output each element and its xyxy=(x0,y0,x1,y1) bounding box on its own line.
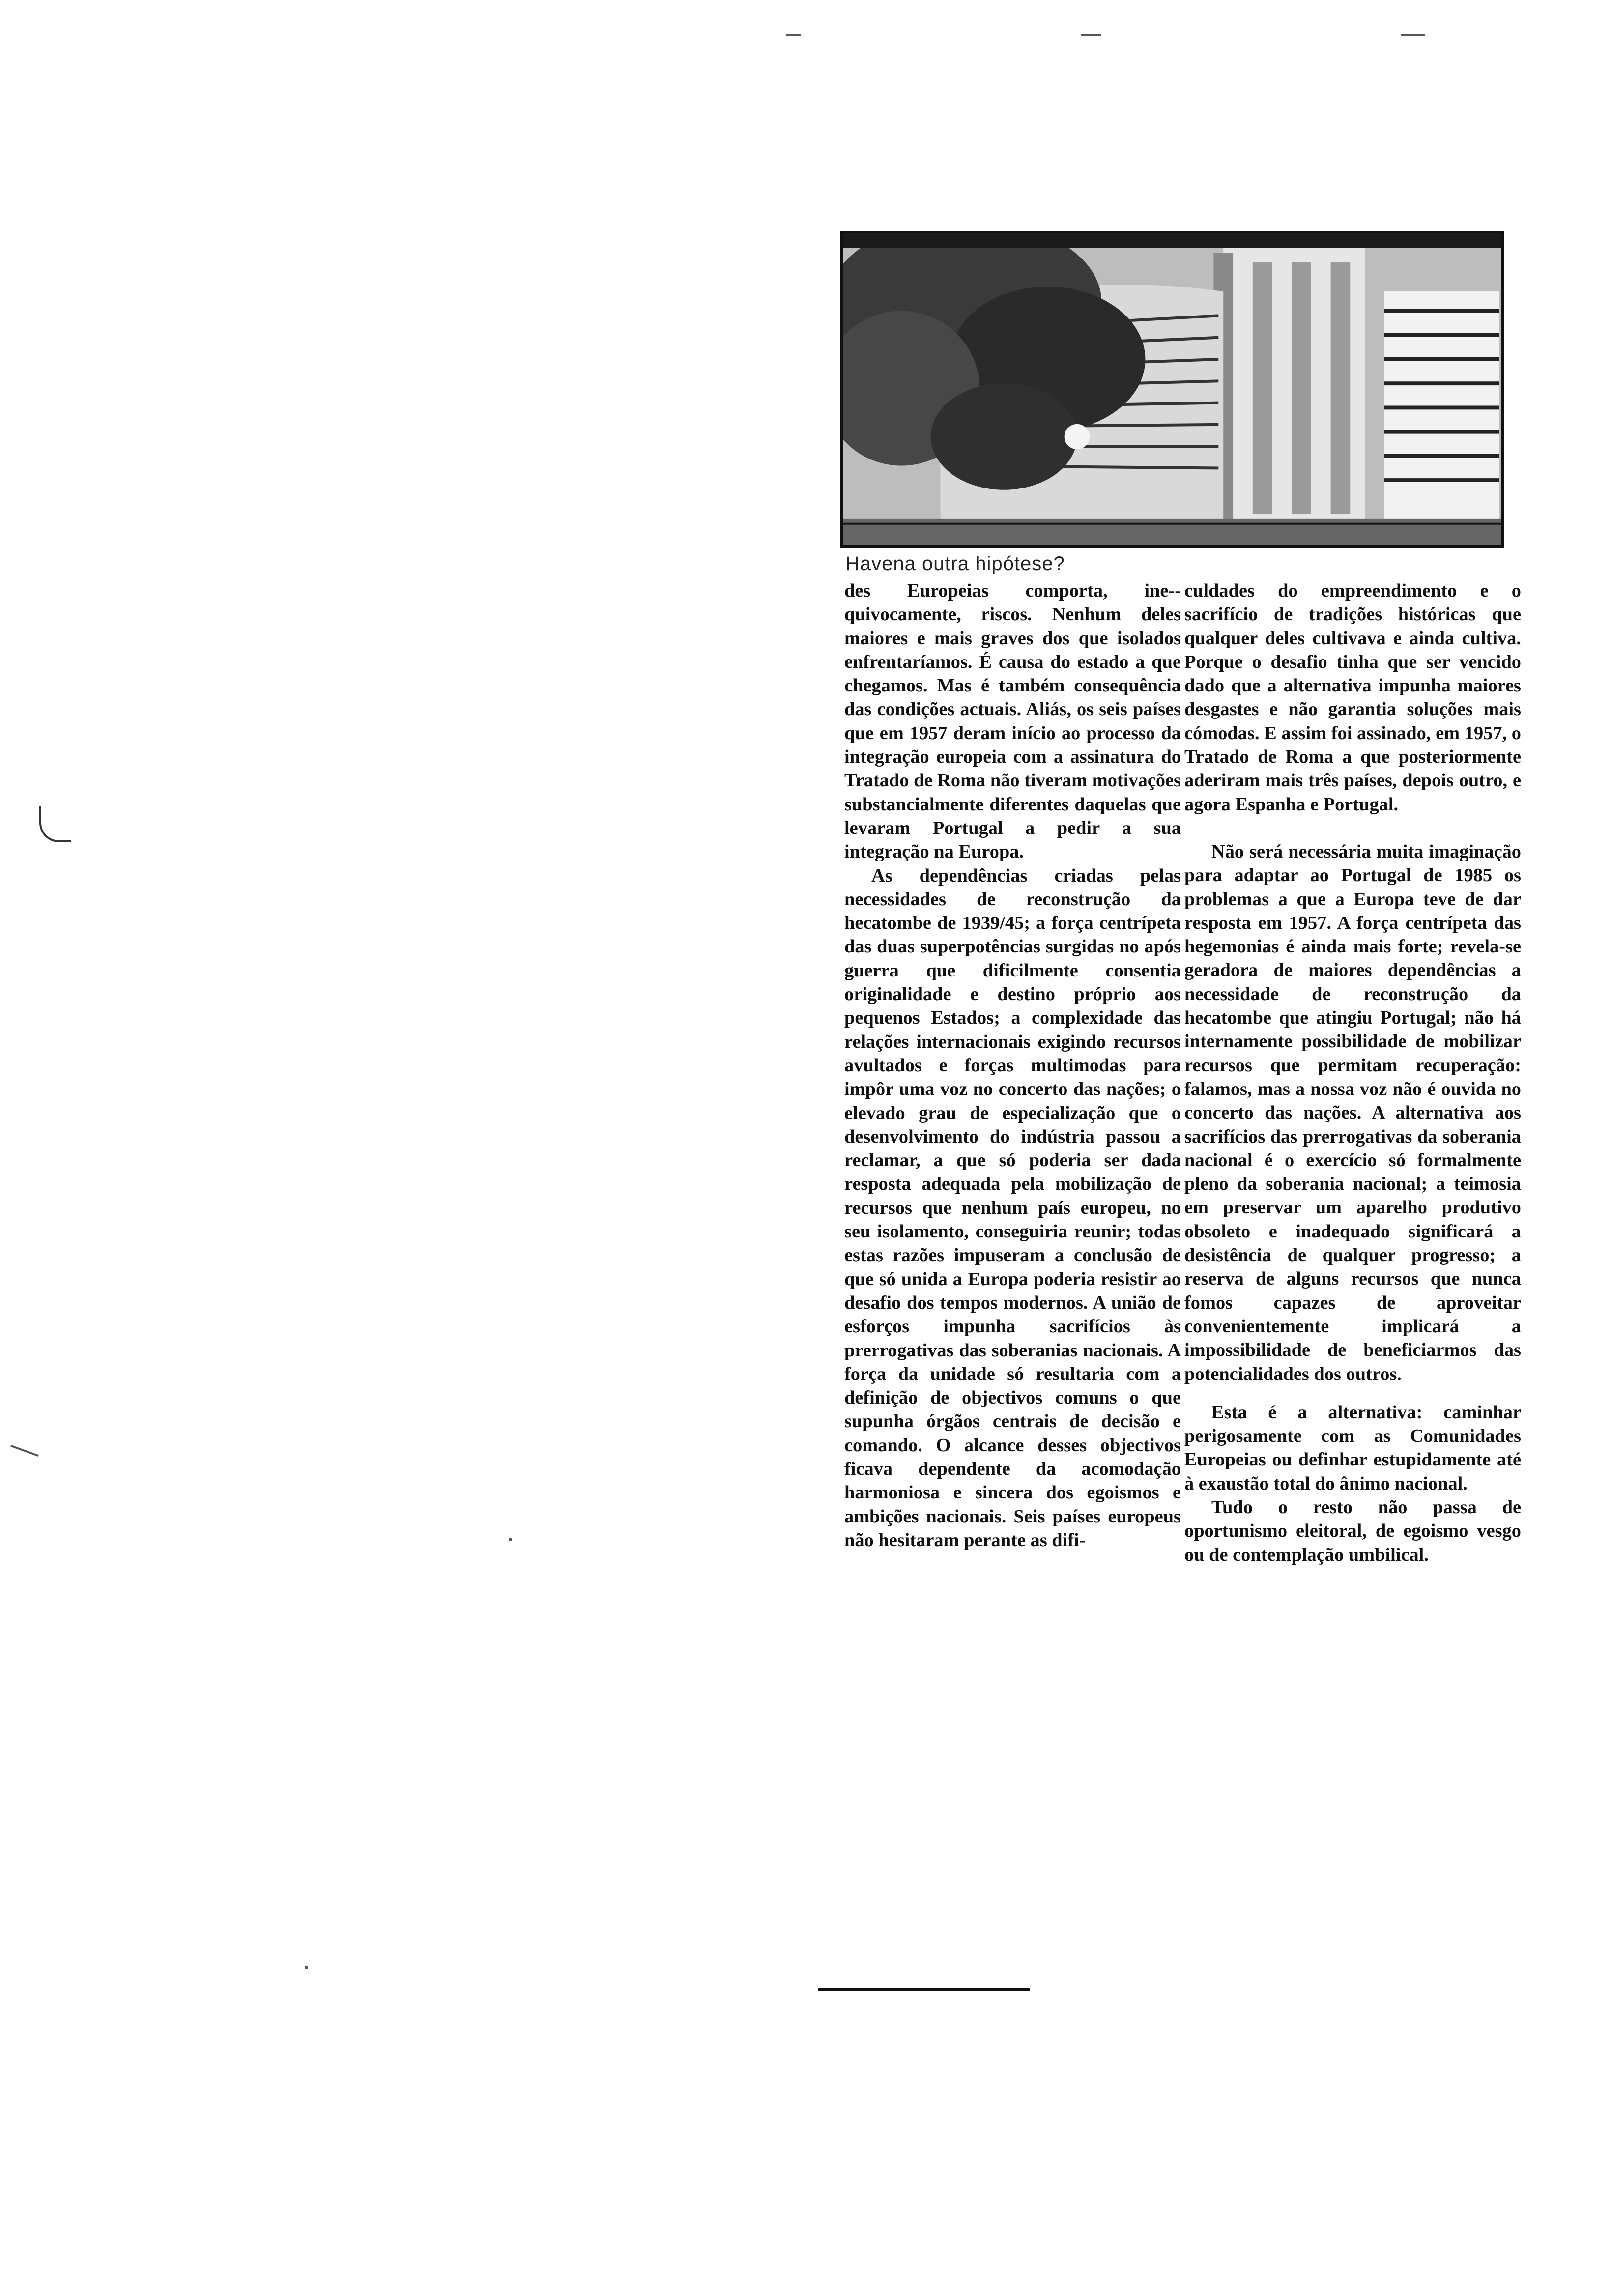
scan-mark xyxy=(39,806,71,842)
article-right-column xyxy=(1184,579,1521,1567)
paragraph: Tudo o resto não passa de oportunismo eleitoral, de egoismo vesgo ou de contemplação umbilical. xyxy=(1184,1496,1521,1565)
paragraph: As dependências criadas pelas necessidades de reconstrução da hecatombe de 1939/45; a força centrípeta das duas superpotências surgidas no após guerra que dificilmente consentia originalidade e destino próprio aos pequenos Estados; a complexidade das relações internacionais exigindo recursos avultados e forças multimodas para impôr uma voz no concerto das nações; o elevado grau de especialização que o desenvolvimento do indústria passou a reclamar, a que só poderia ser dada resposta adequada pela mobilização de recursos que nenhum país europeu, no seu isolamento, conseguiria reunir; todas estas razões impuseram a conclusão de que só unida a Europa poderia resistir ao desafio dos tempos modernos. A união de esforços impunha sacrifícios às prerrogativas das soberanias nacionais. A força da unidade só resultaria com a definição de objectivos comuns o que supunha órgãos centrais de decisão e comando. O alcance desses objectivos ficava dependente da acomodação harmoniosa e sincera dos egoismos e ambições nacionais. Seis países europeus não hesitaram perante as difi- xyxy=(844,865,1181,1550)
scan-mark xyxy=(1081,34,1101,36)
article-left-column xyxy=(844,579,1181,1552)
scan-mark xyxy=(10,1445,39,1457)
scan-mark xyxy=(509,1538,512,1541)
building-photo xyxy=(840,231,1504,548)
photo-caption: Havena outra hipótese? xyxy=(845,553,1065,574)
paragraph: culdades do empreendimento e o sacrifício de tradições históricas que qualquer deles cultivava e ainda cultiva. Porque o desafio tinha que ser vencido dado que a alternativa impunha maiores desgastes e não garantia soluções mais cómodas. E assim foi assinado, em 1957, o Tratado de Roma a que posteriormente aderiram mais três países, depois outro, e agora Espanha e Portugal. xyxy=(1184,580,1521,815)
building-photo-icon xyxy=(843,233,1501,545)
paragraph: Não será necessária muita imaginação para adaptar ao Portugal de 1985 os problemas a que a Europa teve de dar resposta em 1957. A força centrípeta das hegemonias é ainda mais forte; revela-se geradora de maiores dependências a necessidade de reconstrução da hecatombe que atingiu Portugal; não há internamente possibilidade de mobilizar recursos que permitam recuperação: falamos, mas a nossa voz não é ouvida no concerto das nações. A alternativa aos sacrifícios das prerrogativas da soberania nacional é o exercício só formalmente pleno da soberania nacional; a teimosia em preservar um aparelho produtivo obsoleto e inadequado significará a desistência de qualquer progresso; a reserva de alguns recursos que nunca fomos capazes de aproveitar convenientemente implicará a impossibilidade de beneficiarmos das potencialidades dos outros. xyxy=(1184,841,1521,1384)
scan-mark xyxy=(1401,34,1425,36)
paragraph: Esta é a alternativa: caminhar perigosamente com as Comunidades Europeias ou definhar estupidamente até à exaustão total do ânimo nacional. xyxy=(1184,1402,1521,1494)
column-end-rule xyxy=(818,1988,1030,1991)
paragraph: des Europeias comporta, ine-quivocamente, riscos. Nenhum deles maiores e mais graves dos que isolados enfrentaríamos. É causa do estado a que chegamos. Mas é também consequência das condições actuais. Aliás, os seis países que em 1957 deram início ao processo da integração europeia com a assinatura do Tratado de Roma não tiveram motivações substancialmente diferentes daquelas que levaram Portugal a pedir a sua integração na Europa. xyxy=(844,580,1181,862)
scan-mark xyxy=(786,34,801,36)
scan-mark xyxy=(305,1966,308,1969)
